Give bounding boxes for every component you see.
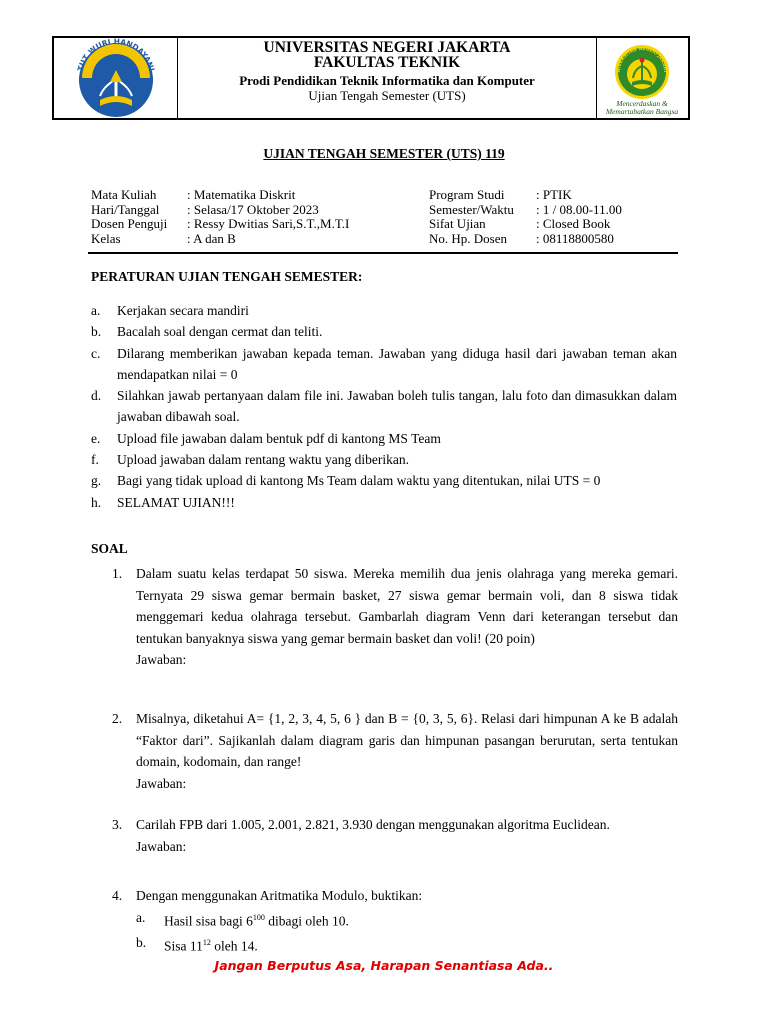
- info-row: [429, 203, 622, 218]
- header-text: [178, 40, 596, 103]
- info-row: [91, 232, 349, 247]
- question-4: [112, 885, 678, 957]
- info-row: [429, 217, 622, 232]
- info-row: [91, 217, 349, 232]
- rule-label: b.: [91, 324, 102, 340]
- exam-type: Ujian Tengah Semester (UTS): [308, 88, 466, 103]
- question-text: Dengan menggunakan Aritmatika Modulo, buktikan:: [136, 888, 423, 903]
- question-number: 3.: [112, 817, 123, 832]
- info-label: No. Hp. Dosen: [429, 230, 507, 246]
- info-label: Dosen Penguji: [91, 216, 168, 231]
- info-label: Mata Kuliah: [91, 187, 157, 202]
- question-text: Misalnya, diketahui A= {1, 2, 3, 4, 5, 6 } dan B = {0, 3, 5, 6}. Relasi dari himpunan A ke B adalah “Faktor dari”. Sajikanlah dalam diagram garis dan himpunan pasangan berurutan, serta tentukan domain, kodomain, dan range!: [136, 711, 678, 769]
- unj-logo: [597, 38, 687, 118]
- info-label: Semester/Waktu: [429, 201, 514, 217]
- rule-item: [91, 449, 677, 470]
- info-row: [429, 188, 622, 203]
- info-value: : A dan B: [187, 230, 236, 246]
- info-row: [429, 232, 622, 247]
- exponent: 100: [252, 912, 265, 922]
- info-label: Program Studi: [429, 187, 505, 202]
- question-1: [112, 563, 678, 671]
- sub-text: Hasil sisa bagi 6: [164, 913, 253, 928]
- rule-item: [91, 428, 677, 449]
- rule-label: h.: [91, 494, 102, 510]
- flame-icon: [640, 58, 645, 63]
- rule-item: [91, 300, 677, 321]
- subquestion-a: [136, 907, 678, 932]
- sub-label: a.: [136, 909, 146, 925]
- rule-item: [91, 343, 677, 386]
- rule-item: [91, 321, 677, 342]
- info-label: Sifat Ujian: [429, 216, 486, 231]
- rules-list: [91, 300, 677, 513]
- info-left: [91, 188, 349, 246]
- rule-label: c.: [91, 345, 101, 361]
- info-value: : 08118800580: [536, 230, 614, 246]
- sub-text: dibagi oleh 10.: [264, 913, 349, 928]
- rule-text: Bagi yang tidak upload di kantong Ms Team dalam waktu yang ditentukan, nilai UTS = 0: [117, 473, 601, 489]
- info-value: : Matematika Diskrit: [187, 187, 296, 202]
- rule-item: [91, 470, 677, 491]
- question-number: 1.: [112, 566, 123, 581]
- sub-label: b.: [136, 934, 147, 950]
- question-2: [112, 708, 678, 794]
- question-number: 2.: [112, 711, 123, 726]
- rule-text: Kerjakan secara mandiri: [117, 303, 249, 318]
- rule-text: Dilarang memberikan jawaban kepada teman. Jawaban yang diduga hasil dari jawaban teman akan mendapatkan nilai = 0: [117, 345, 677, 382]
- logo-motto: TUT WURI HANDAYANI: [75, 38, 157, 73]
- question-text: Carilah FPB dari 1.005, 2.001, 2.821, 3.930 dengan menggunakan algoritma Euclidean.: [136, 817, 610, 832]
- question-number: 4.: [112, 888, 123, 903]
- unj-tagline: Mencerdaskan & Memartabatkan Bangsa: [605, 100, 679, 116]
- rule-text: Upload jawaban dalam rentang waktu yang diberikan.: [117, 452, 410, 468]
- info-row: [91, 188, 349, 203]
- info-value: : PTIK: [536, 187, 572, 202]
- tut-wuri-handayani-logo: [54, 38, 178, 118]
- rule-text: Upload file jawaban dalam bentuk pdf di kantong MS Team: [117, 430, 441, 446]
- rule-label: f.: [91, 452, 99, 468]
- answer-label: Jawaban:: [136, 775, 187, 791]
- rule-label: e.: [91, 430, 101, 446]
- answer-label: Jawaban:: [136, 838, 187, 854]
- rule-item: [91, 385, 677, 428]
- rule-item: [91, 492, 677, 513]
- subquestion-b: [136, 932, 678, 957]
- soal-heading: SOAL: [91, 541, 128, 556]
- divider: [88, 252, 678, 254]
- info-row: [91, 203, 349, 218]
- info-label: Hari/Tanggal: [91, 201, 160, 217]
- sub-text: oleh 14.: [210, 938, 258, 953]
- info-value: : Ressy Dwitias Sari,S.T.,M.T.I: [187, 216, 350, 231]
- right-logo-cell: [596, 38, 688, 118]
- footer-motto: Jangan Berputus Asa, Harapan Senantiasa Ada..: [214, 958, 554, 973]
- left-logo-cell: [54, 38, 178, 118]
- info-label: Kelas: [91, 230, 121, 246]
- program-name: Prodi Pendidikan Teknik Informatika dan Komputer: [239, 73, 535, 88]
- info-value: : Selasa/17 Oktober 2023: [187, 201, 319, 217]
- exponent: 12: [202, 937, 211, 947]
- info-right: [429, 188, 622, 246]
- rule-text: Silahkan jawab pertanyaan dalam file ini. Jawaban boleh tulis tangan, lalu foto dan dimasukkan dalam jawaban dibawah soal.: [117, 388, 677, 425]
- rule-text: SELAMAT UJIAN!!!: [117, 494, 235, 510]
- rule-label: g.: [91, 473, 102, 489]
- info-value: : Closed Book: [536, 216, 611, 231]
- university-name: UNIVERSITAS NEGERI JAKARTA: [263, 39, 511, 56]
- answer-label: Jawaban:: [136, 652, 187, 667]
- header-box: [52, 36, 690, 120]
- unj-logo-label: NIVERSITAS NEGERI JAKART: [616, 46, 668, 73]
- rules-heading: PERATURAN UJIAN TENGAH SEMESTER:: [91, 269, 363, 284]
- exam-title: UJIAN TENGAH SEMESTER (UTS) 119: [263, 146, 505, 161]
- sub-text: Sisa 11: [164, 938, 203, 953]
- info-value: : 1 / 08.00-11.00: [536, 201, 622, 217]
- rule-text: Bacalah soal dengan cermat dan teliti.: [117, 324, 323, 340]
- question-3: [112, 814, 678, 857]
- rule-label: d.: [91, 388, 102, 404]
- question-text: Dalam suatu kelas terdapat 50 siswa. Mereka memilih dua jenis olahraga yang mereka gemari. Ternyata 29 siswa gemar bermain basket, 27 siswa gemar bermain voli, dan 8 siswa tidak menggemari kedua olahraga tersebut. Gambarlah diagram Venn dari keterangan tersebut dan tentukan banyaknya siswa yang gemar bermain basket dan voli! (20 poin): [136, 566, 678, 646]
- rule-label: a.: [91, 303, 101, 318]
- faculty-name: FAKULTAS TEKNIK: [313, 54, 461, 71]
